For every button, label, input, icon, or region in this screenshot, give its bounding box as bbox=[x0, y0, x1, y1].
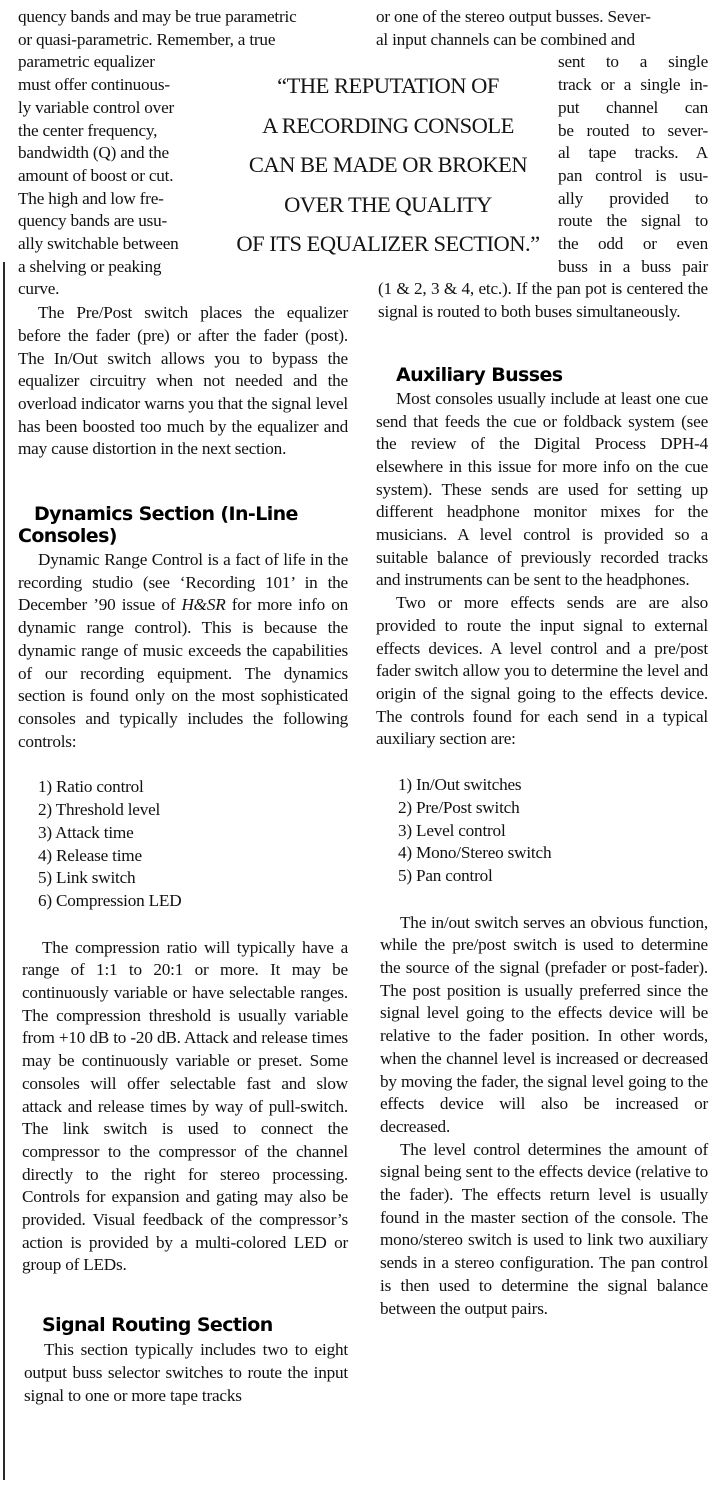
right-column bbox=[376, 6, 708, 1320]
pull-quote-line: A RECORDING CONSOLE bbox=[262, 112, 514, 138]
routing-cont-narrow bbox=[558, 51, 708, 278]
list-item: 1) In/Out switches bbox=[398, 775, 522, 795]
dynamics-intro-paragraph bbox=[18, 549, 348, 753]
text-line: a shelving or peaking bbox=[18, 256, 162, 276]
text-line: ally provided to bbox=[558, 188, 708, 208]
text-line: al tape tracks. A bbox=[558, 143, 708, 163]
routing-cont-tail: (1 & 2, 3 & 4, etc.). If the pan pot is centered the signal is routed to both buses simultaneously. bbox=[378, 279, 708, 322]
text-line: must offer continuous- bbox=[18, 75, 170, 95]
aux-paragraph-2: Two or more effects sends are are also provided to route the input signal to external effects devices. A level control and a pre/post fader switch allow you to determine the level and origin of the signal going to the effects device. The controls found for each send in a typical auxiliary section are: bbox=[376, 593, 708, 749]
text-line: parametric equalizer bbox=[18, 52, 155, 72]
list-item: 3) Attack time bbox=[38, 822, 134, 842]
pull-quote-line: “THE REPUTATION OF bbox=[277, 73, 499, 98]
aux-controls-list bbox=[398, 774, 708, 888]
routing-paragraph: This section typically includes two to eight output buss selector switches to route the input signal to one or more tape tracks bbox=[24, 1340, 348, 1405]
list-item: 3) Level control bbox=[398, 820, 506, 840]
dynamics-heading bbox=[18, 503, 348, 547]
level-control-paragraph: The level control determines the amount of signal being sent to the effects device (relative to the fader). The effects return level is usually found in the master section of the console. The mono/stereo switch is used to link two auxiliary sends in a stereo configuration. The pan control is then used to determine the signal balance between the output pairs. bbox=[380, 1139, 708, 1318]
list-item: 5) Pan control bbox=[398, 865, 493, 885]
page-edge-rule bbox=[3, 262, 5, 1480]
aux-heading: Auxiliary Busses bbox=[396, 363, 563, 386]
text-line: buss in a buss pair bbox=[558, 256, 708, 276]
text-line: amount of boost or cut. bbox=[18, 165, 174, 185]
text-line: track or a single in- bbox=[558, 75, 708, 95]
dynamics-controls-list bbox=[38, 776, 348, 912]
text-line: or one of the stereo output busses. Sever- bbox=[376, 7, 651, 26]
list-item: 2) Pre/Post switch bbox=[398, 797, 520, 817]
dynamics-intro-text: Dynamic Range Control is a fact of life in the recording studio (see ‘Recording 101’ in the December ’90 issue of bbox=[18, 550, 348, 615]
list-item: 1) Ratio control bbox=[38, 777, 144, 797]
text-line: pan control is usu- bbox=[558, 165, 708, 185]
list-item: 4) Release time bbox=[38, 845, 142, 865]
text-line: the center frequency, bbox=[18, 120, 158, 140]
list-item: 6) Compression LED bbox=[38, 890, 182, 910]
pull-quote-line: CAN BE MADE OR BROKEN bbox=[248, 152, 528, 177]
magazine-title: H&SR bbox=[181, 595, 226, 615]
pull-quote-line: OVER THE QUALITY bbox=[284, 191, 492, 217]
text-line: the odd or even bbox=[558, 234, 708, 254]
list-item: 2) Threshold level bbox=[38, 800, 161, 820]
text-line: ly variable control over bbox=[18, 97, 175, 117]
text-line: The high and low fre- bbox=[18, 188, 164, 208]
aux-paragraph-1: Most consoles usually include at least one cue send that feeds the cue or foldback system (see the review of the Digital Process DPH-4 elsewhere in this issue for more info on the cue system). These sends are used for setting up different headphone monitor mixes for the musicians. A level control is provided so a suitable balance of previously recorded tracks and instruments can be sent to the headphones. bbox=[376, 388, 708, 590]
in-out-paragraph: The in/out switch serves an obvious function, while the pre/post switch is used to determine the source of the signal (prefader or post-fader). The post position is usually preferred since the signal level going to the effects device will be relative to the fader position. In other words, when the channel level is increased or decreased by moving the fader, the signal level going to the effects device will also be increased or decreased. bbox=[380, 912, 708, 1136]
text-line: route the signal to bbox=[558, 211, 708, 231]
routing-heading: Signal Routing Section bbox=[42, 1314, 273, 1337]
eq-intro-wide bbox=[18, 6, 348, 51]
dynamics-intro-text-cont: for more info on dynamic range control). This is because the dynamic range of music exceeds the capabilities of our recording equipment. The dynamics section is found only on the most sophisticated consoles and typically includes the following controls: bbox=[18, 595, 348, 751]
dynamics-heading-line1: Dynamics Section (In-Line bbox=[34, 503, 298, 526]
text-line: sent to a single bbox=[558, 52, 708, 72]
eq-intro-narrow bbox=[18, 51, 196, 301]
text-line: or quasi-parametric. Remember, a true bbox=[18, 29, 276, 49]
text-line: al input channels can be combined and bbox=[376, 29, 635, 49]
compression-paragraph: The compression ratio will typically have a range of 1:1 to 20:1 or more. It may be continuously variable or have selectable ranges. The compression threshold is usually variable from +10 dB to -20 dB. Attack and release times may be continuously variable or preset. Some consoles will offer selectable fast and slow attack and release times by way of pull-switch. The link switch is used to connect the compressor to the compressor of the channel directly to the right for stereo processing. Controls for expansion and gating may also be provided. Visual feedback of the compressor’s action is provided by a multi-colored LED or group of LEDs. bbox=[22, 937, 348, 1275]
text-line: be routed to sever- bbox=[558, 120, 708, 140]
pull-quote-line: OF ITS EQUALIZER SECTION.” bbox=[236, 231, 540, 256]
list-item: 4) Mono/Stereo switch bbox=[398, 843, 552, 863]
text-line: ally switchable between bbox=[18, 234, 179, 254]
text-line: quency bands and may be true parametric bbox=[18, 7, 297, 26]
text-line: curve. bbox=[18, 279, 60, 299]
text-line: bandwidth (Q) and the bbox=[18, 143, 169, 163]
text-line: put channel can bbox=[558, 97, 708, 117]
text-line: quency bands are usu- bbox=[18, 211, 168, 231]
list-item: 5) Link switch bbox=[38, 868, 136, 888]
dynamics-heading-line2: Consoles) bbox=[18, 525, 117, 548]
pre-post-paragraph: The Pre/Post switch places the equalizer before the fader (pre) or after the fader (post). The In/Out switch allows you to bypass the equalizer circuitry when not needed and the overload indicator warns you that the signal level has been boosted too much by the equalizer and may cause distortion in the next section. bbox=[18, 303, 348, 459]
routing-cont-wide bbox=[376, 6, 708, 51]
